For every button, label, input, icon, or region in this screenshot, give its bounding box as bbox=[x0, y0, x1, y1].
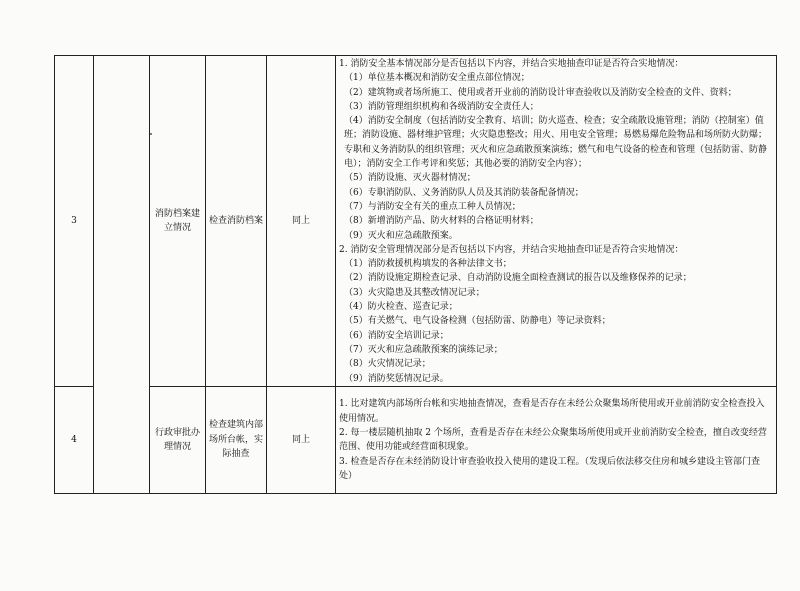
check-standard: 同上 bbox=[267, 56, 336, 387]
content-clause: 1. 消防安全基本情况部分是否包括以下内容，并结合实地抽查印证是否符合实地情况： bbox=[339, 59, 684, 69]
row-number: 4 bbox=[55, 386, 94, 493]
content-item: （9）消防奖惩情况记录。 bbox=[344, 373, 449, 384]
content-clause: 3. 检查是否存在未经消防设计审查验收投入使用的建设工程。（发现后依法移交住房和城乡建设主管部门查处） bbox=[339, 456, 760, 481]
check-item: 消防档案建立情况 bbox=[150, 56, 206, 387]
table-row bbox=[55, 386, 777, 493]
content-item: （4）防火检查、巡查记录； bbox=[344, 302, 458, 313]
category-cell bbox=[94, 56, 150, 494]
content-clause: 2. 消防安全管理情况部分是否包括以下内容，并结合实地抽查印证是否符合实地情况： bbox=[339, 244, 684, 255]
scan-speck bbox=[150, 133, 152, 135]
inspection-table bbox=[54, 55, 777, 494]
content-item: （6）专职消防队、义务消防队人员及其消防装备配备情况； bbox=[344, 187, 584, 198]
content-item: （7）与消防安全有关的重点工种人员情况； bbox=[344, 201, 521, 212]
row-number: 3 bbox=[55, 56, 94, 387]
check-method: 检查建筑内部场所台帐，实际抽查 bbox=[206, 386, 267, 493]
content-item: （6）消防安全培训记录； bbox=[344, 330, 449, 341]
check-method: 检查消防档案 bbox=[206, 56, 267, 387]
content-item: （4）消防安全制度（包括消防安全教育、培训；防火巡查、检查；安全疏散设施管理；消防（控制室）值班；消防设施、器材维护管理；火灾隐患整改；用火、用电安全管理；易燃易爆危险物品和场所防火防爆；专职和义务消防队的组织管理；灭火和应急疏散预案演练；燃气和电气设备的检查和管理（包括防雷、防静电）；消防安全工作考评和奖惩；其他必要的消防安全内容）； bbox=[344, 116, 768, 170]
content-clause: 1. 比对建筑内部场所台帐和实地抽查情况，查看是否存在未经公众聚集场所使用或开业前消防安全检查投入使用情况。 bbox=[339, 399, 765, 424]
content-item: （2）消防设施定期检查记录、自动消防设施全面检查测试的报告以及维修保养的记录； bbox=[344, 273, 692, 284]
content-item: （5）消防设施、灭火器材情况； bbox=[344, 173, 476, 184]
content-item: （3）消防管理组织机构和各级消防安全责任人； bbox=[344, 101, 539, 112]
content-item: （8）新增消防产品、防火材料的合格证明材料； bbox=[344, 216, 539, 227]
content-item: （9）灭火和应急疏散预案。 bbox=[344, 230, 458, 241]
content-item: （1）消防救援机构填发的各种法律文书； bbox=[344, 259, 512, 270]
check-standard: 同上 bbox=[267, 386, 336, 493]
check-item: 行政审批办理情况 bbox=[150, 386, 206, 493]
content-clause: 2. 每一楼层随机抽取 2 个场所，查看是否存在未经公众聚集场所使用或开业前消防安全检查，擅自改变经营范围、使用功能或经营面积现象。 bbox=[339, 428, 767, 453]
table-row bbox=[55, 56, 777, 387]
content-item: （8）火灾情况记录； bbox=[344, 359, 431, 370]
content-item: （7）灭火和应急疏散预案的演练记录； bbox=[344, 344, 503, 355]
content-item: （1）单位基本概况和消防安全重点部位情况； bbox=[344, 73, 530, 84]
content-item: （2）建筑物或者场所施工、使用或者开业前的消防设计审查验收以及消防安全检查的文件、资料； bbox=[344, 87, 737, 98]
check-content bbox=[336, 56, 777, 387]
content-item: （3）火灾隐患及其整改情况记录； bbox=[344, 287, 485, 298]
check-content bbox=[336, 386, 777, 493]
content-item: （5）有关燃气、电气设备检测（包括防雷、防静电）等记录资料； bbox=[344, 316, 611, 327]
